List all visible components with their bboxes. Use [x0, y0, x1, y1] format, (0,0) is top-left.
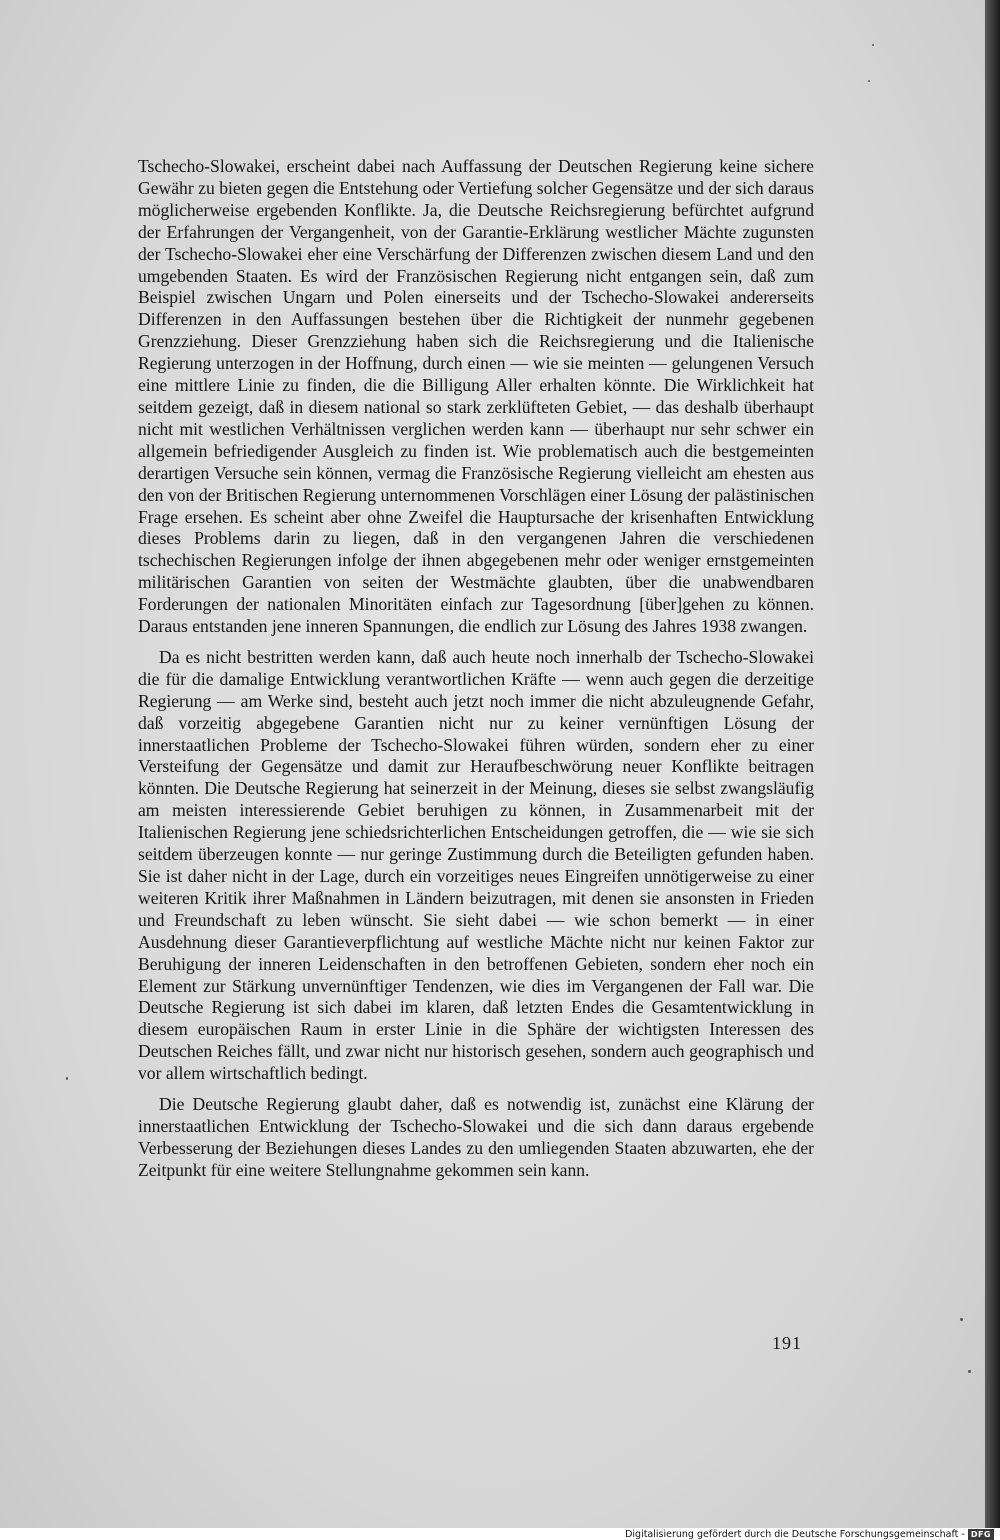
body-text: [138, 156, 814, 1182]
page-number: 191: [772, 1333, 802, 1353]
scan-speck: [960, 1318, 963, 1321]
page-edge-shadow: [985, 0, 1000, 1528]
scan-speck: [872, 44, 874, 46]
scan-speck: [868, 80, 870, 82]
digitization-credit: [625, 1528, 994, 1540]
dfg-logo[interactable]: DFG: [968, 1529, 994, 1540]
scan-speck: [968, 1370, 971, 1373]
paragraph-1: Tschecho-Slowakei, erscheint dabei nach Auffassung der Deutschen Regierung keine sichere Gewähr zu bieten gegen die Entstehung oder Vertiefung solcher Gegensätze und der sich daraus möglicherweise ergebenden Konflikte. Ja, die Deutsche Reichsregierung befürchtet aufgrund der Erfahrungen der Vergangenheit, von der Garantie-Erklärung westlicher Mächte zugunsten der Tschecho-Slowakei eher eine Verschärfung der Differenzen zwischen diesem Land und den umgebenden Staaten. Es wird der Französischen Regierung nicht entgangen sein, daß zum Beispiel zwischen Ungarn und Polen einerseits und der Tschecho-Slowakei andererseits Differenzen in den Auffassungen bestehen über die Richtigkeit der nunmehr gegebenen Grenzziehung. Dieser Grenzziehung haben sich die Reichsregierung und die Italienische Regierung unterzogen in der Hoffnung, durch einen — wie sie meinten — gelungenen Versuch eine mittlere Linie zu finden, die die Billigung Aller erhalten könnte. Die Wirklichkeit hat seitdem gezeigt, daß in diesem national so stark zerklüfteten Gebiet, — das deshalb überhaupt nicht mit westlichen Verhältnissen verglichen werden kann — überhaupt nur sehr schwer ein allgemein befriedigender Ausgleich zu finden ist. Wie problematisch auch die bestgemeinten derartigen Versuche sein können, vermag die Französische Regierung vielleicht am ehesten aus den von der Britischen Regierung unternommenen Vorschlägen einer Lösung der palästinischen Frage ersehen. Es scheint aber ohne Zweifel die Hauptursache der krisenhaften Entwicklung dieses Problems darin zu liegen, daß in den vergangenen Jahren die verschiedenen tschechischen Regierungen infolge der ihnen abgegebenen mehr oder weniger ernstgemeinten militärischen Garantien von seiten der Westmächte glaubten, über die unabwendbaren Forderungen der nationalen Minoritäten einfach zur Tagesordnung [über]gehen zu können. Daraus entstanden jene inneren Spannungen, die endlich zur Lösung des Jahres 1938 zwangen.: [138, 156, 814, 637]
scan-speck: [66, 1077, 68, 1080]
credit-text: Digitalisierung gefördert durch die Deutsche Forschungsgemeinschaft -: [625, 1528, 965, 1540]
paragraph-3: Die Deutsche Regierung glaubt daher, daß es notwendig ist, zunächst eine Klärung der innerstaatlichen Entwicklung der Tschecho-Slowakei und die sich dann daraus ergebende Verbesserung der Beziehungen dieses Landes zu den umliegenden Staaten abzuwarten, ehe der Zeitpunkt für eine weitere Stellungnahme gekommen sein kann.: [138, 1094, 814, 1180]
paragraph-2: Da es nicht bestritten werden kann, daß auch heute noch innerhalb der Tschecho-Slowakei die für die damalige Entwicklung verantwortlichen Kräfte — wenn auch gegen die derzeitige Regierung — am Werke sind, besteht auch jetzt noch immer die nicht abzuleugnende Gefahr, daß vorzeitig abgegebene Garantien nicht nur zu keiner vernünftigen Lösung der innerstaatlichen Probleme der Tschecho-Slowakei führen würden, sondern eher zu einer Versteifung der Gegensätze und damit zur Heraufbeschwörung neuer Konflikte beitragen könnten. Die Deutsche Regierung hat seinerzeit in der Meinung, dieses sie selbst zwangsläufig am meisten interessierende Gebiet beruhigen zu können, in Zusammenarbeit mit der Italienischen Regierung jene schiedsrichterlichen Entscheidungen getroffen, die — wie sie sich seitdem überzeugen konnte — nur geringe Zustimmung durch die Beteiligten gefunden haben. Sie ist daher nicht in der Lage, durch ein vorzeitiges neues Eingreifen unnötigerweise zu einer weiteren Kritik ihrer Maßnahmen in Ländern beizutragen, mit denen sie ansonsten in Frieden und Freundschaft zu leben wünscht. Sie sieht dabei — wie schon bemerkt — in einer Ausdehnung dieser Garantieverpflichtung auf westliche Mächte nicht nur keinen Faktor zur Beruhigung der inneren Leidenschaften in den betroffenen Gebieten, sondern eher noch ein Element zur Stärkung unvernünftiger Tendenzen, wie dies im Vergangenen der Fall war. Die Deutsche Regierung ist sich dabei im klaren, daß letzten Endes die Gesamtentwicklung in diesem europäischen Raum in erster Linie in die Sphäre der wichtigsten Interessen des Deutschen Reiches fällt, und zwar nicht nur historisch gesehen, sondern auch geographisch und vor allem wirtschaftlich bedingt.: [138, 646, 814, 1084]
